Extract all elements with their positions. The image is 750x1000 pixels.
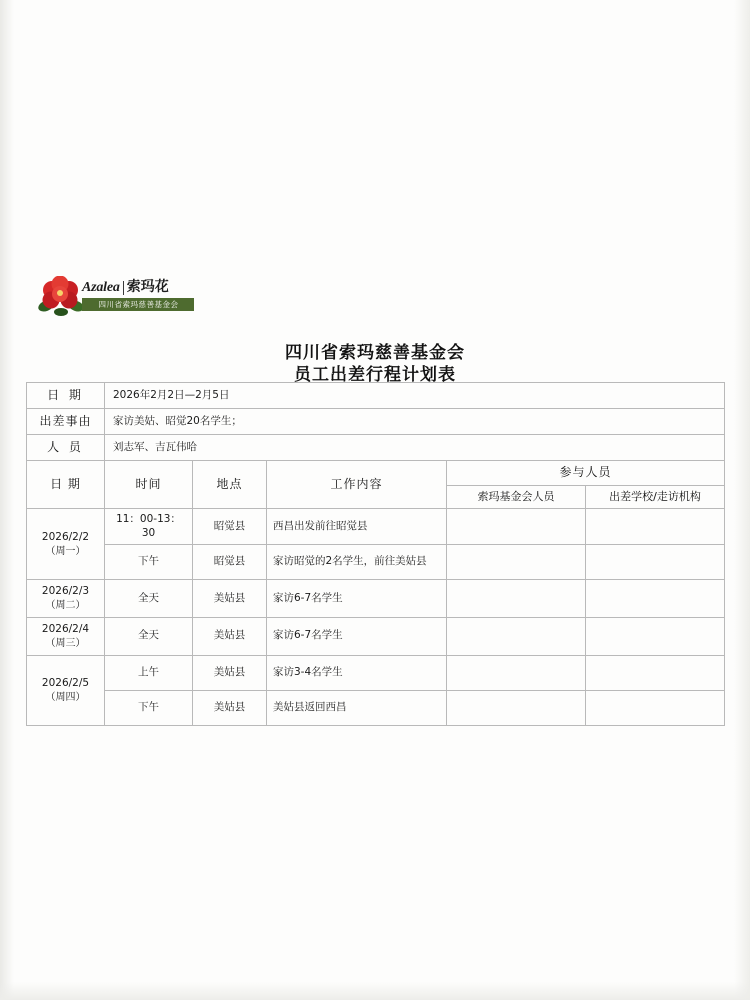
page-title: 四川省索玛慈善基金会 [285, 343, 465, 363]
header-time-cell [105, 461, 193, 509]
scan-edge-right [734, 0, 750, 1000]
header-visited-org: 出差学校/走访机构 [609, 489, 701, 503]
header-foundation-staff-cell [447, 485, 586, 508]
info-label-reason-cell [27, 409, 105, 435]
logo-subtitle: 四川省索玛慈善基金会 [82, 298, 194, 311]
row-work-cell [267, 580, 447, 618]
row-place-cell [193, 580, 267, 618]
row-foundation-staff-cell [447, 617, 586, 655]
row-weekday-text: （周二） [45, 600, 86, 612]
header-work-cell [267, 461, 447, 509]
row-time-cell [105, 655, 193, 690]
row-place-cell [193, 508, 267, 544]
row-foundation-staff [447, 595, 585, 603]
row-place-cell [193, 655, 267, 690]
table-row [27, 690, 725, 725]
row-weekday-text: （周四） [45, 691, 86, 703]
scan-edge-bottom [0, 982, 750, 1000]
row-time-cell [105, 690, 193, 725]
row-work: 家访6-7名学生 [273, 629, 343, 642]
row-visited-org [586, 595, 724, 603]
row-foundation-staff-cell [447, 508, 586, 544]
row-time: 上午 [138, 665, 159, 678]
row-place-cell [193, 690, 267, 725]
logo-text [82, 278, 198, 311]
row-work-cell [267, 617, 447, 655]
row-date-cell [27, 580, 105, 618]
info-label-personnel-cell [27, 435, 105, 461]
row-place: 昭觉县 [213, 519, 246, 532]
row-work-cell [267, 545, 447, 580]
row-work: 西昌出发前往昭觉县 [273, 519, 368, 532]
row-work: 美姑县返回西昌 [273, 700, 347, 713]
row-date [27, 580, 104, 617]
row-time: 下午 [138, 700, 159, 713]
header-work: 工作内容 [330, 476, 383, 491]
row-work: 家访6-7名学生 [273, 591, 343, 604]
header-date-cell [27, 461, 105, 509]
table-row [27, 655, 725, 690]
row-foundation-staff [447, 704, 585, 712]
row-visited-org [586, 558, 724, 566]
header-visited-org-cell [586, 485, 725, 508]
header-place: 地点 [216, 476, 243, 491]
plan-table-container [26, 382, 724, 726]
row-time: 下午 [138, 555, 159, 568]
info-value-personnel: 刘志军、吉瓦伟哈 [113, 440, 197, 453]
row-foundation-staff-cell [447, 580, 586, 618]
logo-divider [123, 281, 124, 295]
row-weekday-text: （周一） [45, 545, 86, 557]
table-header-row-top [27, 461, 725, 486]
row-foundation-staff-cell [447, 655, 586, 690]
row-time-cell [105, 508, 193, 544]
row-work: 家访昭觉的2名学生，前往美姑县 [273, 555, 427, 568]
row-date-text: 2026/2/3 [41, 585, 90, 598]
row-place: 美姑县 [213, 591, 246, 604]
row-visited-org [586, 632, 724, 640]
row-date-text: 2026/2/2 [41, 530, 90, 543]
table-row [27, 617, 725, 655]
page-subtitle: 员工出差行程计划表 [294, 365, 456, 385]
row-place: 昭觉县 [213, 555, 246, 568]
row-visited-org [586, 704, 724, 712]
row-place: 美姑县 [213, 665, 246, 678]
info-value-reason: 家访美姑、昭觉20名学生； [113, 414, 242, 427]
table-row [27, 545, 725, 580]
row-foundation-staff [447, 632, 585, 640]
row-place: 美姑县 [213, 629, 246, 642]
row-place: 美姑县 [213, 700, 246, 713]
row-date-text: 2026/2/5 [41, 676, 90, 689]
row-visited-org-cell [586, 545, 725, 580]
row-date [27, 672, 104, 709]
azalea-flower-icon [38, 276, 84, 318]
header-participants: 参与人员 [559, 465, 612, 479]
info-label-personnel: 人 员 [47, 439, 84, 454]
table-row [27, 508, 725, 544]
info-value-date: 2026年2月2日—2月5日 [113, 388, 230, 401]
row-time-cell [105, 580, 193, 618]
row-visited-org-cell [586, 580, 725, 618]
row-work-cell [267, 690, 447, 725]
header-date: 日 期 [50, 476, 81, 491]
row-visited-org [586, 523, 724, 531]
row-visited-org-cell [586, 508, 725, 544]
row-date-cell [27, 655, 105, 725]
logo-english-name: Azalea [82, 280, 120, 295]
row-visited-org [586, 669, 724, 677]
row-work: 家访3-4名学生 [273, 665, 343, 678]
row-place-cell [193, 545, 267, 580]
row-foundation-staff [447, 558, 585, 566]
row-time-cell [105, 545, 193, 580]
info-row-personnel [27, 435, 725, 461]
row-time-cell [105, 617, 193, 655]
row-place-cell [193, 617, 267, 655]
row-work-cell [267, 655, 447, 690]
header-time: 时间 [135, 476, 162, 491]
info-label-reason: 出差事由 [39, 413, 92, 428]
row-time: 全天 [138, 591, 159, 604]
row-date-cell [27, 508, 105, 579]
row-visited-org-cell [586, 690, 725, 725]
row-date [27, 618, 104, 655]
header-place-cell [193, 461, 267, 509]
row-date-cell [27, 617, 105, 655]
row-foundation-staff [447, 523, 585, 531]
info-value-reason-cell [105, 409, 725, 435]
info-value-date-cell [105, 383, 725, 409]
row-foundation-staff-cell [447, 690, 586, 725]
info-row-date [27, 383, 725, 409]
scan-edge-left [0, 0, 14, 1000]
row-time: 全天 [138, 629, 159, 642]
table-row [27, 580, 725, 618]
header-foundation-staff: 索玛基金会人员 [477, 489, 555, 503]
row-visited-org-cell [586, 655, 725, 690]
row-work-cell [267, 508, 447, 544]
row-date [27, 526, 104, 563]
row-time: 11：00-13：30 [116, 512, 181, 539]
row-foundation-staff [447, 669, 585, 677]
organization-logo [38, 276, 198, 324]
info-label-date: 日 期 [47, 387, 84, 402]
logo-chinese-name: 索玛花 [126, 279, 169, 295]
row-foundation-staff-cell [447, 545, 586, 580]
row-date-text: 2026/2/4 [41, 622, 90, 635]
header-participants-cell [447, 461, 725, 486]
row-visited-org-cell [586, 617, 725, 655]
info-value-personnel-cell [105, 435, 725, 461]
info-row-reason [27, 409, 725, 435]
row-weekday-text: （周三） [45, 638, 86, 650]
info-label-date-cell [27, 383, 105, 409]
travel-plan-table [26, 382, 725, 726]
